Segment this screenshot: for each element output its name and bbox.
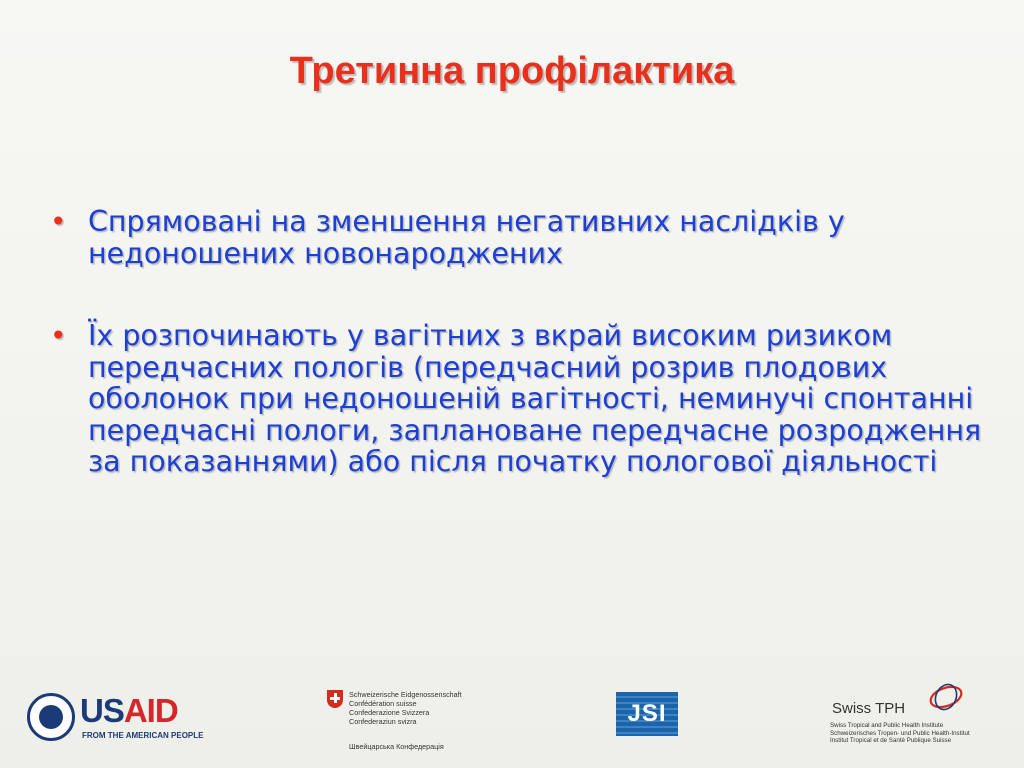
swiss-name-line: Schweizerische Eidgenossenschaft	[349, 690, 462, 699]
swiss-tph-name-line: Schweizerisches Tropen- und Public Health-Institut	[830, 729, 970, 737]
usaid-tagline: FROM THE AMERICAN PEOPLE	[82, 731, 204, 740]
swiss-name-line: Confederazione Svizzera	[349, 708, 430, 717]
swiss-tph-name-line: Institut Tropical et de Santé Publique Suisse	[830, 737, 952, 745]
bullet-list	[48, 206, 988, 478]
usaid-seal-icon	[27, 693, 75, 741]
bullet-dot-icon: •	[50, 319, 67, 352]
bullet-text: Їх розпочинають у вагітних з вкрай високим ризиком передчасних пологів (передчасний розрив плодових оболонок при недоношеній вагітності, неминучі спонтанні передчасні пологи, заплановане передчасне розродження за показаннями) або після початку пологової діяльності	[88, 319, 982, 478]
bullet-item	[48, 320, 988, 478]
swiss-tph-logo	[826, 682, 996, 754]
swiss-ukrainian-name: Швейцарська Конфедерація	[349, 742, 444, 751]
usaid-logo	[27, 690, 204, 750]
bullet-dot-icon: •	[50, 205, 67, 238]
swiss-confederation-names	[349, 690, 462, 726]
jsi-wordmark: JSI	[627, 700, 667, 727]
swiss-name-line: Confédération suisse	[349, 699, 417, 708]
swiss-name-line: Confederaziun svizra	[349, 717, 417, 726]
sponsor-logos	[0, 680, 1024, 760]
bullet-text: Спрямовані на зменшення негативних наслідків у недоношених новонароджених	[88, 205, 845, 270]
swiss-cross-icon	[327, 690, 343, 708]
swiss-tph-wordmark: Swiss TPH	[832, 700, 906, 717]
swiss-confederation-logo	[327, 690, 477, 752]
swiss-tph-name-line: Swiss Tropical and Public Health Institute	[830, 722, 944, 729]
jsi-logo	[616, 692, 678, 736]
usaid-wordmark: USAID	[80, 692, 178, 729]
slide-title: Третинна профілактика	[289, 50, 735, 92]
bullet-item	[48, 206, 988, 269]
swiss-tph-ring-icon	[926, 682, 966, 712]
swiss-tph-names	[830, 722, 970, 745]
